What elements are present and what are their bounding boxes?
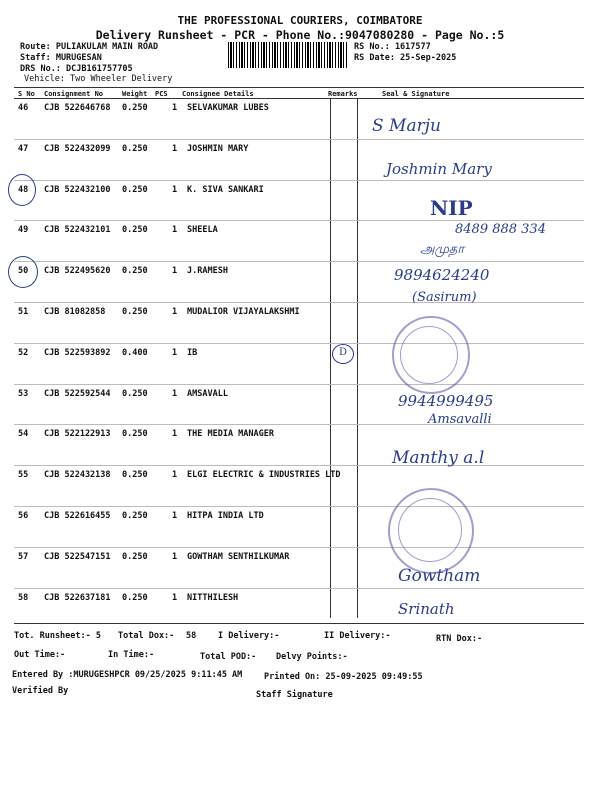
row-pcs: 1 <box>172 184 178 195</box>
rs-number: RS No.: 1617577 <box>354 42 431 52</box>
total-dox-label: Total Dox:- <box>118 631 175 641</box>
remarks-right-rule <box>357 98 358 618</box>
row-pcs: 1 <box>172 429 178 440</box>
row-pcs: 1 <box>172 592 178 603</box>
signature-58: Srinath <box>398 600 455 618</box>
rtn-dox: RTN Dox:- <box>436 634 483 644</box>
row-divider <box>14 506 584 507</box>
col-sno: S No <box>18 90 35 98</box>
seal-stamp-56-inner <box>398 498 462 562</box>
out-time: Out Time:- <box>14 650 66 660</box>
seal-stamp-52-inner <box>400 326 458 384</box>
row-consignee: SHEELA <box>187 225 218 236</box>
row-divider <box>14 139 584 140</box>
row-cno: CJB 522495620 <box>44 266 111 277</box>
row-sno: 56 <box>18 511 29 521</box>
row-sno: 50 <box>18 266 29 277</box>
row-sno: 58 <box>18 592 29 603</box>
col-weight: Weight <box>122 90 148 98</box>
runsheet-title: Delivery Runsheet - PCR - Phone No.:9047080280 - Page No.:5 <box>95 28 505 42</box>
row-weight: 0.250 <box>122 103 148 113</box>
row-pcs: 1 <box>172 307 178 317</box>
circle-mark-48 <box>8 174 36 206</box>
row-sno: 49 <box>18 225 29 236</box>
row-weight: 0.250 <box>122 307 148 317</box>
row-weight: 0.400 <box>122 347 148 358</box>
row-cno: CJB 522646768 <box>44 103 111 113</box>
row-consignee: JOSHMIN MARY <box>187 143 249 154</box>
signature-47: Joshmin Mary <box>386 160 492 178</box>
vehicle-label: Vehicle: Two Wheeler Delivery <box>24 74 173 84</box>
verified-by: Verified By <box>12 686 69 696</box>
rs-date: RS Date: 25-Sep-2025 <box>354 53 457 63</box>
ii-delivery: II Delivery:- <box>324 631 391 641</box>
row-divider <box>14 180 584 181</box>
row-consignee: HITPA INDIA LTD <box>187 511 264 521</box>
row-cno: CJB 522593892 <box>44 347 111 358</box>
row-cno: CJB 522432099 <box>44 143 111 154</box>
row-consignee: K. SIVA SANKARI <box>187 184 264 195</box>
row-pcs: 1 <box>172 143 178 154</box>
row-sno: 48 <box>18 184 29 195</box>
row-pcs: 1 <box>172 388 178 399</box>
row-sno: 46 <box>18 103 29 113</box>
row-consignee: MUDALIOR VIJAYALAKSHMI <box>187 307 300 317</box>
total-dox-value: 58 <box>186 631 197 641</box>
col-consignment: Consignment No <box>44 90 104 98</box>
row-weight: 0.250 <box>122 470 148 481</box>
row-cno: CJB 522547151 <box>44 551 111 562</box>
row-divider <box>14 465 584 466</box>
row-divider <box>14 384 584 385</box>
total-runsheet: Tot. Runsheet:- 5 <box>14 631 101 641</box>
signature-50-name: (Sasirum) <box>412 290 477 305</box>
signature-48-initials: NIP <box>430 196 473 220</box>
delvy-points: Delvy Points:- <box>276 652 348 662</box>
company-title: THE PROFESSIONAL COURIERS, COIMBATORE <box>177 14 423 27</box>
remarks-left-rule <box>330 98 331 618</box>
row-sno: 51 <box>18 307 29 317</box>
row-consignee: NITTHILESH <box>187 592 239 603</box>
remark-mark-52 <box>332 344 354 364</box>
col-pcs: PCS <box>155 90 168 98</box>
drs-number: DRS No.: DCJB161757705 <box>20 64 133 74</box>
row-sno: 52 <box>18 347 29 358</box>
row-weight: 0.250 <box>122 388 148 399</box>
col-remarks: Remarks <box>328 90 358 98</box>
row-divider <box>14 261 584 262</box>
staff-signature: Staff Signature <box>256 690 333 700</box>
row-sno: 55 <box>18 470 29 481</box>
row-consignee: J.RAMESH <box>187 266 228 277</box>
row-consignee: IB <box>187 347 198 358</box>
signature-46: S Marju <box>372 116 441 136</box>
row-weight: 0.250 <box>122 551 148 562</box>
table-header-rule <box>14 98 584 99</box>
row-sno: 54 <box>18 429 29 440</box>
printed-on: Printed On: 25-09-2025 09:49:55 <box>264 672 423 682</box>
row-pcs: 1 <box>172 266 178 277</box>
signature-53-phone: 9944999495 <box>398 392 494 410</box>
col-consignee: Consignee Details <box>182 90 254 98</box>
row-consignee: SELVAKUMAR LUBES <box>187 103 269 113</box>
row-weight: 0.250 <box>122 184 148 195</box>
staff-label: Staff: MURUGESAN <box>20 53 102 63</box>
row-consignee: THE MEDIA MANAGER <box>187 429 274 440</box>
table-bottom-rule <box>14 623 584 624</box>
row-cno: CJB 522616455 <box>44 511 111 521</box>
row-cno: CJB 522592544 <box>44 388 111 399</box>
i-delivery: I Delivery:- <box>218 631 280 641</box>
row-consignee: AMSAVALL <box>187 388 228 399</box>
row-sno: 53 <box>18 388 29 399</box>
signature-57: Gowtham <box>398 566 481 586</box>
row-sno: 57 <box>18 551 29 562</box>
signature-48-phone: 8489 888 334 <box>455 222 546 237</box>
row-cno: CJB 81082858 <box>44 307 106 317</box>
row-cno: CJB 522432101 <box>44 225 111 236</box>
route-label: Route: PULIAKULAM MAIN ROAD <box>20 42 159 52</box>
row-pcs: 1 <box>172 103 178 113</box>
row-cno: CJB 522122913 <box>44 429 111 440</box>
signature-53-name: Amsavalli <box>428 412 492 427</box>
row-sno: 47 <box>18 143 29 154</box>
row-pcs: 1 <box>172 225 178 236</box>
table-top-rule <box>14 87 584 88</box>
row-pcs: 1 <box>172 347 178 358</box>
row-divider <box>14 343 584 344</box>
total-pod: Total POD:- <box>200 652 257 662</box>
row-divider <box>14 588 584 589</box>
in-time: In Time:- <box>108 650 155 660</box>
entered-by: Entered By :MURUGESHPCR 09/25/2025 9:11:45 AM <box>12 670 243 680</box>
signature-49: அமுதா <box>420 242 465 257</box>
row-consignee: GOWTHAM SENTHILKUMAR <box>187 551 290 562</box>
row-cno: CJB 522637181 <box>44 592 111 603</box>
barcode <box>228 42 348 68</box>
row-weight: 0.250 <box>122 143 148 154</box>
row-pcs: 1 <box>172 511 178 521</box>
row-cno: CJB 522432100 <box>44 184 111 195</box>
row-divider <box>14 424 584 425</box>
row-weight: 0.250 <box>122 429 148 440</box>
row-cno: CJB 522432138 <box>44 470 111 481</box>
row-divider <box>14 547 584 548</box>
row-consignee: ELGI ELECTRIC & INDUSTRIES LTD <box>187 470 341 481</box>
circle-mark-50 <box>8 256 38 288</box>
row-pcs: 1 <box>172 551 178 562</box>
col-signature: Seal & Signature <box>382 90 450 98</box>
row-divider <box>14 302 584 303</box>
row-weight: 0.250 <box>122 225 148 236</box>
row-weight: 0.250 <box>122 266 148 277</box>
signature-54: Manthy a.l <box>392 448 485 468</box>
signature-50-phone: 9894624240 <box>394 266 490 284</box>
remark-mark-52-text: D <box>339 347 348 358</box>
row-pcs: 1 <box>172 470 178 481</box>
row-weight: 0.250 <box>122 592 148 603</box>
row-weight: 0.250 <box>122 511 148 521</box>
